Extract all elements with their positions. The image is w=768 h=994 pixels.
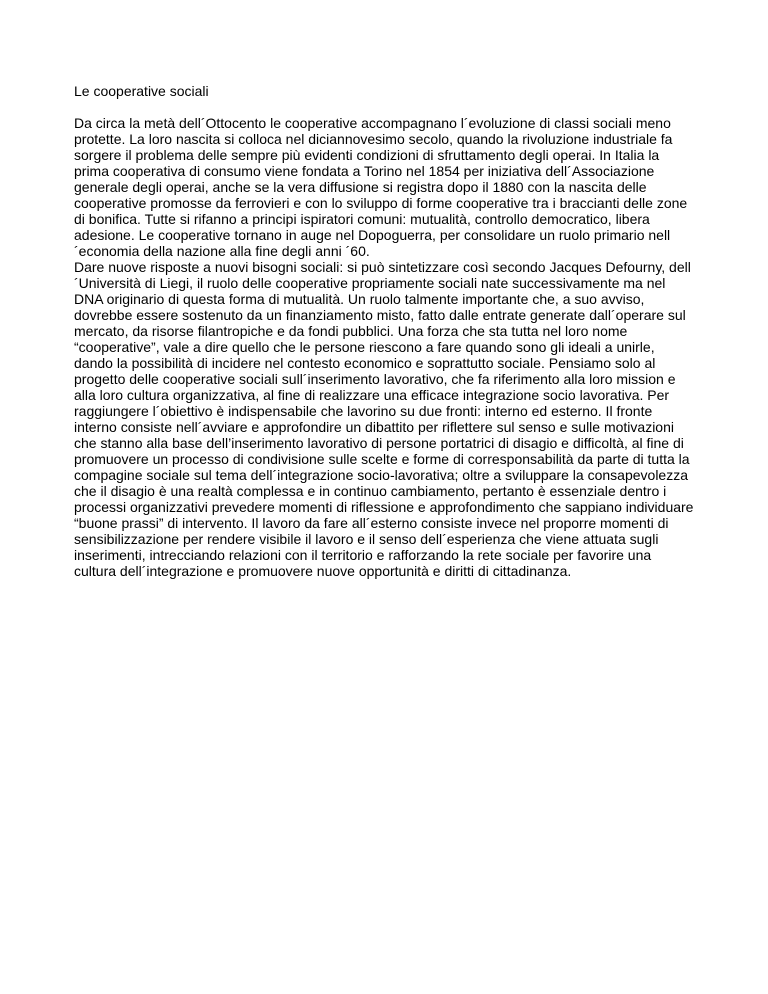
document-page (74, 83, 697, 579)
document-title: Le cooperative sociali (74, 83, 209, 99)
paragraph-social-role: Dare nuove risposte a nuovi bisogni sociali: si può sintetizzare così secondo Jacques Defourny, dell´Università di Liegi, il ruolo delle cooperative propriamente sociali nate successivamente ma nel DNA originario di questa forma di mutualità. Un ruolo talmente importante che, a suo avviso, dovrebbe essere sostenuto da un finanziamento misto, fatto dalle entrate generate dall´operare sul mercato, da risorse filantropiche e da fondi pubblici. Una forza che sta tutta nel loro nome “cooperative”, vale a dire quello che le persone riescono a fare quando sono gli ideali a unirle, dando la possibilità di incidere nel contesto economico e soprattutto sociale. Pensiamo solo al progetto delle cooperative sociali sull´inserimento lavorativo, che fa riferimento alla loro mission e alla loro cultura organizzativa, al fine di realizzare una efficace integrazione socio lavorativa. Per raggiungere l´obiettivo è indispensabile che lavorino su due fronti: interno ed esterno. Il fronte interno consiste nell´avviare e approfondire un dibattito per riflettere sul senso e sulle motivazioni che stanno alla base dell’inserimento lavorativo di persone portatrici di disagio e difficoltà, al fine di promuovere un processo di condivisione sulle scelte e forme di corresponsabilità da parte di tutta la compagine sociale sul tema dell´integrazione socio-lavorativa; oltre a sviluppare la consapevolezza che il disagio è una realtà complessa e in continuo cambiamento, pertanto è essenziale dentro i processi organizzativi prevedere momenti di riflessione e approfondimento che sappiano individuare “buone prassi” di intervento. Il lavoro da fare all´esterno consiste invece nel proporre momenti di sensibilizzazione per rendere visibile il lavoro e il senso dell´esperienza che viene attuata sugli inserimenti, intrecciando relazioni con il territorio e rafforzando la rete sociale per favorire una cultura dell´integrazione e promuovere nuove opportunità e diritti di cittadinanza. (74, 259, 694, 579)
paragraph-history: Da circa la metà dell´Ottocento le cooperative accompagnano l´evoluzione di classi sociali meno protette. La loro nascita si colloca nel diciannovesimo secolo, quando la rivoluzione industriale fa sorgere il problema delle sempre più evidenti condizioni di sfruttamento degli operai. In Italia la prima cooperativa di consumo viene fondata a Torino nel 1854 per iniziativa dell´Associazione generale degli operai, anche se la vera diffusione si registra dopo il 1880 con la nascita delle cooperative promosse da ferrovieri e con lo sviluppo di forme cooperative tra i braccianti delle zone di bonifica. Tutte si rifanno a principi ispiratori comuni: mutualità, controllo democratico, libera adesione. Le cooperative tornano in auge nel Dopoguerra, per consolidare un ruolo primario nell´economia della nazione alla fine degli anni ´60. (74, 115, 688, 259)
